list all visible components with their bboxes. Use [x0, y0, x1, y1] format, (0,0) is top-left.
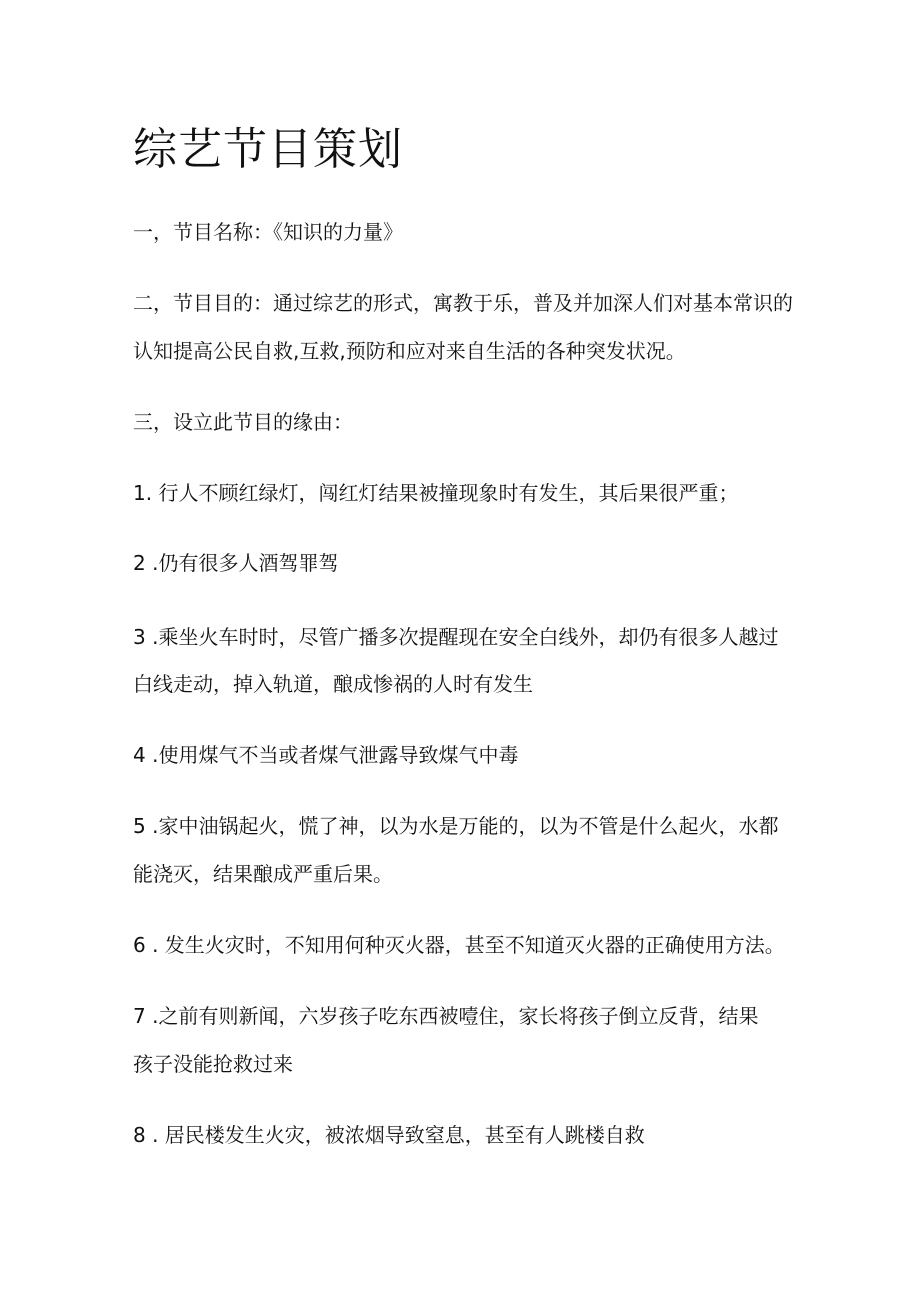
list-item-4: 4 .使用煤气不当或者煤气泄露导致煤气中毒	[133, 743, 519, 767]
list-item-3-line1: 3 .乘坐火车时时，尽管广播多次提醒现在安全白线外，却仍有很多人越过	[133, 625, 779, 649]
list-item-5-line2: 能浇灭，结果酿成严重后果。	[133, 862, 393, 886]
list-item-5-line1: 5 .家中油锅起火，慌了神，以为水是万能的，以为不管是什么起火，水都	[133, 814, 779, 838]
list-item-2: 2 .仍有很多人酒驾罪驾	[133, 551, 339, 575]
list-item-6: 6 . 发生火灾时，不知用何种灭火器，甚至不知道灭火器的正确使用方法。	[133, 933, 785, 957]
list-item-1: 1. 行人不顾红绿灯，闯红灯结果被撞现象时有发生，其后果很严重；	[133, 481, 739, 505]
section-program-purpose-line2: 认知提高公民自救,互救,预防和应对来自生活的各种突发状况。	[133, 339, 686, 363]
document-title: 综艺节目策划	[133, 124, 403, 175]
section-reasons-heading: 三，设立此节目的缘由：	[133, 410, 353, 434]
section-program-name: 一，节目名称：《知识的力量》	[133, 220, 403, 244]
list-item-3-line2: 白线走动，掉入轨道，酿成惨祸的人时有发生	[133, 672, 533, 696]
list-item-7-line2: 孩子没能抢救过来	[133, 1052, 293, 1076]
section-program-purpose-line1: 二，节目目的：通过综艺的形式，寓教于乐，普及并加深人们对基本常识的	[133, 291, 793, 315]
list-item-8: 8 . 居民楼发生火灾，被浓烟导致窒息，甚至有人跳楼自救	[133, 1123, 645, 1147]
list-item-7-line1: 7 .之前有则新闻，六岁孩子吃东西被噎住，家长将孩子倒立反背，结果	[133, 1004, 759, 1028]
